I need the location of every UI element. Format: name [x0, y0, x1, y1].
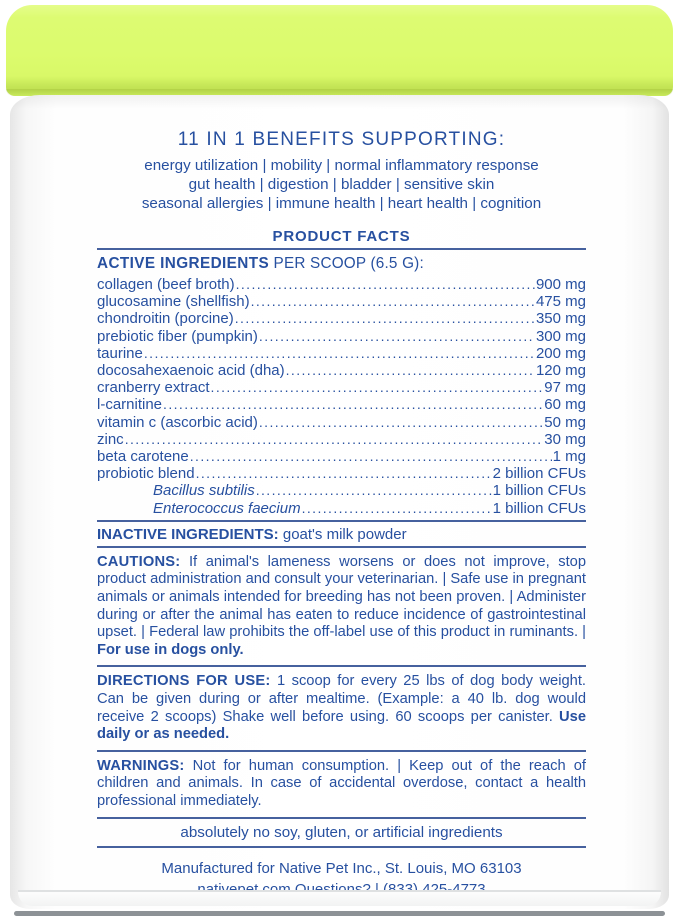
no-additives-tagline: absolutely no soy, gluten, or artificial ingredients: [180, 823, 503, 841]
cautions-bold-note: For use in dogs only.: [97, 641, 244, 658]
ingredient-row: [97, 293, 586, 310]
benefit-line: energy utilization | mobility | normal inflammatory response: [144, 157, 539, 174]
ingredient-row: [97, 431, 586, 448]
divider: [97, 750, 586, 752]
dot-leader: [144, 345, 535, 362]
ingredient-name: Bacillus subtilis: [153, 482, 255, 500]
ingredient-name: l-carnitine: [97, 396, 163, 414]
warnings-paragraph: [97, 758, 586, 811]
warnings-text: Not for human consumption. | Keep out of the reach of children and animals. In case of accidental overdose, contact a health professional immediately.: [97, 757, 586, 809]
ingredient-row: [97, 448, 586, 465]
benefit-line: gut health | digestion | bladder | sensitive skin: [188, 176, 495, 193]
ingredient-amount: 1 billion CFUs: [492, 499, 586, 517]
dot-leader: [302, 500, 492, 517]
dot-leader: [211, 379, 544, 396]
benefit-line: seasonal allergies | immune health | heart health | cognition: [141, 195, 542, 212]
ingredient-amount: 2 billion CFUs: [492, 465, 586, 483]
ingredient-name: Enterococcus faecium: [153, 499, 301, 517]
ingredient-amount: 60 mg: [544, 396, 586, 414]
ingredient-row: [97, 310, 586, 327]
ingredient-amount: 97 mg: [544, 379, 586, 397]
ingredient-name: collagen (beef broth): [97, 276, 235, 293]
active-ingredients-heading: [97, 255, 586, 273]
dot-leader: [235, 310, 535, 327]
product-label: [97, 95, 586, 900]
dot-leader: [236, 276, 535, 293]
cautions-label: CAUTIONS:: [97, 553, 181, 570]
ingredient-row: [97, 379, 586, 396]
inactive-ingredients-value: goat's milk powder: [278, 525, 407, 543]
canister-body: [10, 95, 669, 909]
ingredient-amount: 200 mg: [535, 344, 586, 362]
directions-bold-note: Use daily or as needed.: [97, 708, 586, 743]
divider: [97, 665, 586, 667]
dot-leader: [259, 414, 543, 431]
ingredient-amount: 50 mg: [544, 413, 586, 431]
inactive-ingredients: [97, 526, 586, 543]
directions-paragraph: [97, 673, 586, 743]
directions-label: DIRECTIONS FOR USE:: [97, 673, 271, 690]
ingredient-row: [97, 414, 586, 431]
ingredient-row: [97, 362, 586, 379]
canister-bottom-edge: [14, 911, 665, 916]
dot-leader: [256, 482, 492, 499]
product-facts-title: PRODUCT FACTS: [272, 228, 411, 245]
benefits-list: [97, 156, 586, 213]
ingredient-name: zinc: [97, 430, 124, 448]
per-scoop-label: PER SCOOP (6.5 G):: [269, 255, 424, 272]
dot-leader: [190, 448, 552, 465]
ingredient-row-sub: [97, 482, 586, 499]
divider: [97, 817, 586, 819]
ingredient-name: probiotic blend: [97, 465, 195, 483]
ingredients-table: [97, 276, 586, 517]
divider: [97, 546, 586, 548]
ingredient-row: [97, 465, 586, 482]
canister-base-seam: [18, 890, 661, 906]
ingredient-name: glucosamine (shellfish): [97, 293, 250, 311]
active-ingredients-label: ACTIVE INGREDIENTS: [97, 255, 270, 272]
ingredient-name: vitamin c (ascorbic acid): [97, 413, 258, 431]
ingredient-name: chondroitin (porcine): [97, 310, 234, 328]
divider: [97, 248, 586, 250]
ingredient-row: [97, 396, 586, 413]
benefits-heading: 11 IN 1 BENEFITS SUPPORTING:: [177, 129, 506, 150]
inactive-ingredients-label: INACTIVE INGREDIENTS:: [97, 525, 279, 543]
directions-text: 1 scoop for every 25 lbs of dog body weight. Can be given during or after mealtime. (Example: a 40 lb. dog would receive 2 scoops) Shake well before using. 60 scoops per canister.: [97, 673, 586, 725]
divider: [97, 520, 586, 522]
ingredient-amount: 900 mg: [535, 276, 586, 293]
manufacturer-line: Manufactured for Native Pet Inc., St. Louis, MO 63103: [161, 859, 522, 877]
ingredient-name: docosahexaenoic acid (dha): [97, 362, 285, 380]
ingredient-name: taurine: [97, 344, 143, 362]
warnings-label: WARNINGS:: [97, 757, 185, 774]
ingredient-amount: 350 mg: [535, 310, 586, 328]
dot-leader: [286, 362, 535, 379]
cautions-text: If animal's lameness worsens or does not improve, stop product administration and consult your veterinarian. | Safe use in pregnant animals or animals intended for breeding has not been proven. | Administer during or after the animal has eaten to reduce incidence of gastrointestinal upset. | Federal law prohibits the off-label use of this product in ruminants. |: [97, 553, 586, 641]
ingredient-amount: 475 mg: [535, 293, 586, 311]
dot-leader: [251, 293, 535, 310]
ingredient-row-sub: [97, 500, 586, 517]
cautions-paragraph: [97, 554, 586, 660]
ingredient-row: [97, 276, 586, 293]
ingredient-amount: 1 mg: [552, 448, 586, 466]
dot-leader: [196, 465, 492, 482]
ingredient-name: cranberry extract: [97, 379, 210, 397]
ingredient-amount: 300 mg: [535, 327, 586, 345]
ingredient-name: beta carotene: [97, 448, 189, 466]
ingredient-row: [97, 345, 586, 362]
dot-leader: [125, 431, 544, 448]
divider: [97, 846, 586, 848]
ingredient-amount: 1 billion CFUs: [492, 482, 586, 500]
ingredient-amount: 30 mg: [544, 430, 586, 448]
dot-leader: [163, 396, 543, 413]
dot-leader: [259, 328, 535, 345]
ingredient-amount: 120 mg: [535, 362, 586, 380]
ingredient-name: prebiotic fiber (pumpkin): [97, 327, 258, 345]
ingredient-row: [97, 328, 586, 345]
canister-lid: [6, 5, 673, 96]
